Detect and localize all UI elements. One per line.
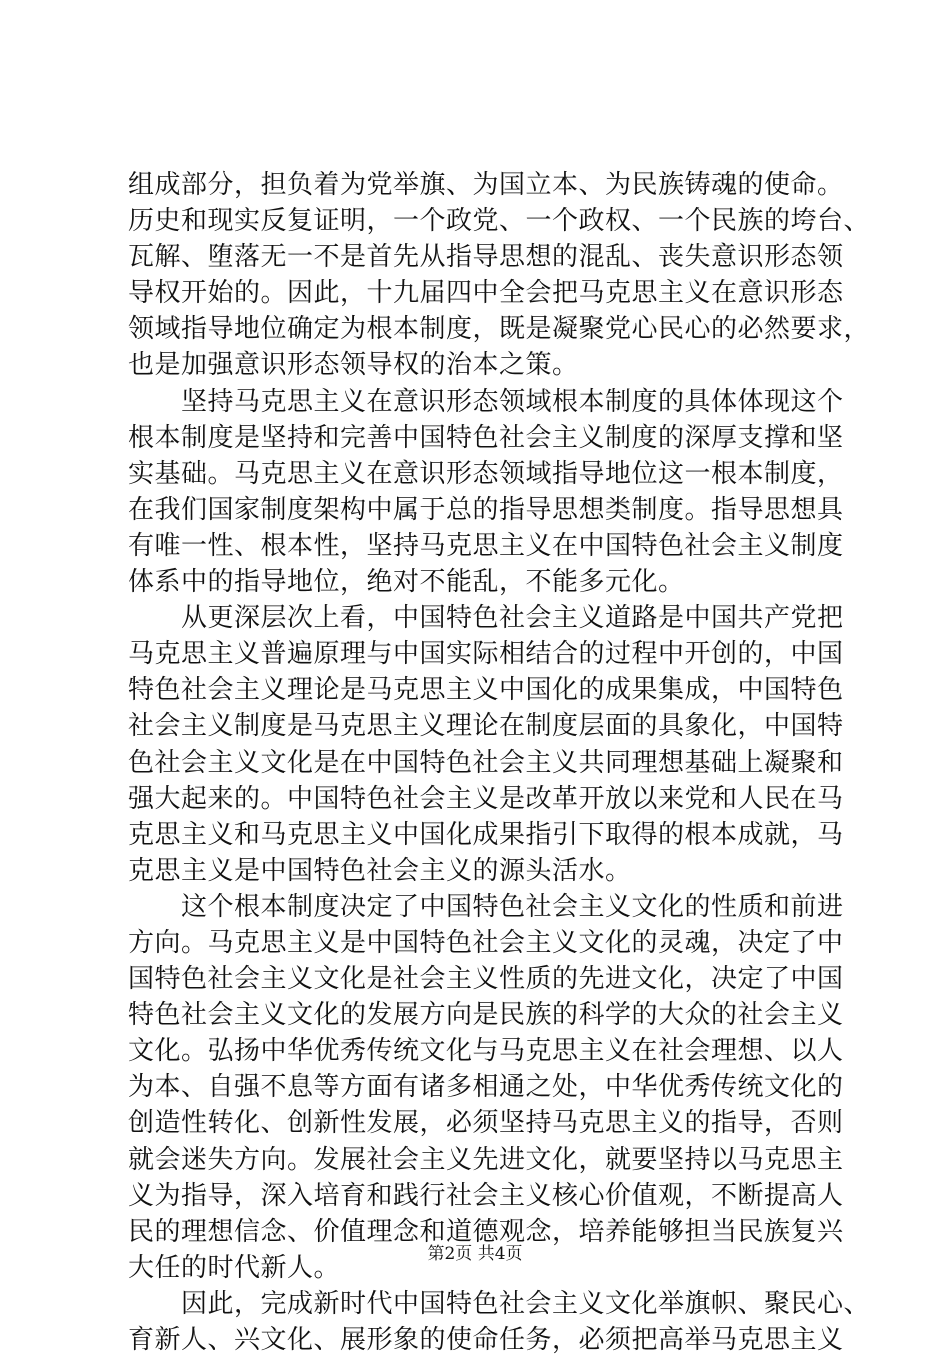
text-line: 民的理想信念、价值理念和道德观念，培养能够担当民族复兴 bbox=[128, 1216, 844, 1247]
text-line: 马克思主义普遍原理与中国实际相结合的过程中开创的，中国 bbox=[128, 639, 844, 670]
text-line: 这个根本制度决定了中国特色社会主义文化的性质和前进 bbox=[181, 891, 844, 922]
text-line: 克思主义和马克思主义中国化成果指引下取得的根本成就，马 bbox=[128, 819, 844, 850]
text-line: 色社会主义文化是在中国特色社会主义共同理想基础上凝聚和 bbox=[128, 747, 844, 778]
text-line: 大任的时代新人。 bbox=[128, 1252, 341, 1283]
page-footer: 第2页 共4页 bbox=[427, 1244, 523, 1264]
text-line: 实基础。马克思主义在意识形态领域指导地位这一根本制度， bbox=[128, 458, 844, 489]
text-line: 有唯一性、根本性，坚持马克思主义在中国特色社会主义制度 bbox=[128, 530, 844, 561]
text-line: 坚持马克思主义在意识形态领域根本制度的具体体现这个 bbox=[181, 386, 844, 417]
text-line: 根本制度是坚持和完善中国特色社会主义制度的深厚支撑和坚 bbox=[128, 422, 844, 453]
text-line: 体系中的指导地位，绝对不能乱，不能多元化。 bbox=[128, 567, 685, 598]
text-line: 组成部分，担负着为党举旗、为国立本、为民族铸魂的使命。 bbox=[128, 170, 844, 200]
text-line: 特色社会主义文化的发展方向是民族的科学的大众的社会主义 bbox=[128, 1000, 844, 1031]
text-line: 也是加强意识形态领导权的治本之策。 bbox=[128, 350, 579, 381]
text-line: 为本、自强不息等方面有诸多相通之处，中华优秀传统文化的 bbox=[128, 1072, 844, 1103]
text-line: 从更深层次上看，中国特色社会主义道路是中国共产党把 bbox=[181, 603, 844, 634]
text-line: 义为指导，深入培育和践行社会主义核心价值观，不断提高人 bbox=[128, 1180, 844, 1211]
text-line: 导权开始的。因此，十九届四中全会把马克思主义在意识形态 bbox=[128, 278, 844, 309]
text-line: 方向。马克思主义是中国特色社会主义文化的灵魂，决定了中 bbox=[128, 927, 844, 958]
text-line: 创造性转化、创新性发展，必须坚持马克思主义的指导，否则 bbox=[128, 1108, 844, 1139]
text-line: 强大起来的。中国特色社会主义是改革开放以来党和人民在马 bbox=[128, 783, 844, 814]
text-line: 就会迷失方向。发展社会主义先进文化，就要坚持以马克思主 bbox=[128, 1144, 844, 1175]
text-line: 在我们国家制度架构中属于总的指导思想类制度。指导思想具 bbox=[128, 494, 844, 525]
text-line: 克思主义是中国特色社会主义的源头活水。 bbox=[128, 855, 632, 886]
text-line: 文化。弘扬中华优秀传统文化与马克思主义在社会理想、以人 bbox=[128, 1036, 844, 1067]
text-line: 特色社会主义理论是马克思主义中国化的成果集成，中国特色 bbox=[128, 675, 844, 706]
body-text bbox=[128, 167, 871, 1358]
text-line: 育新人、兴文化、展形象的使命任务，必须把高举马克思主义 bbox=[128, 1325, 844, 1355]
text-line: 国特色社会主义文化是社会主义性质的先进文化，决定了中国 bbox=[128, 964, 844, 995]
text-line: 领域指导地位确定为根本制度，既是凝聚党心民心的必然要求， bbox=[128, 314, 871, 345]
text-line: 瓦解、堕落无一不是首先从指导思想的混乱、丧失意识形态领 bbox=[128, 242, 844, 273]
text-line: 因此，完成新时代中国特色社会主义文化举旗帜、聚民心、 bbox=[181, 1288, 871, 1319]
text-line: 社会主义制度是马克思主义理论在制度层面的具象化，中国特 bbox=[128, 711, 844, 742]
text-line: 历史和现实反复证明，一个政党、一个政权、一个民族的垮台、 bbox=[128, 206, 871, 237]
